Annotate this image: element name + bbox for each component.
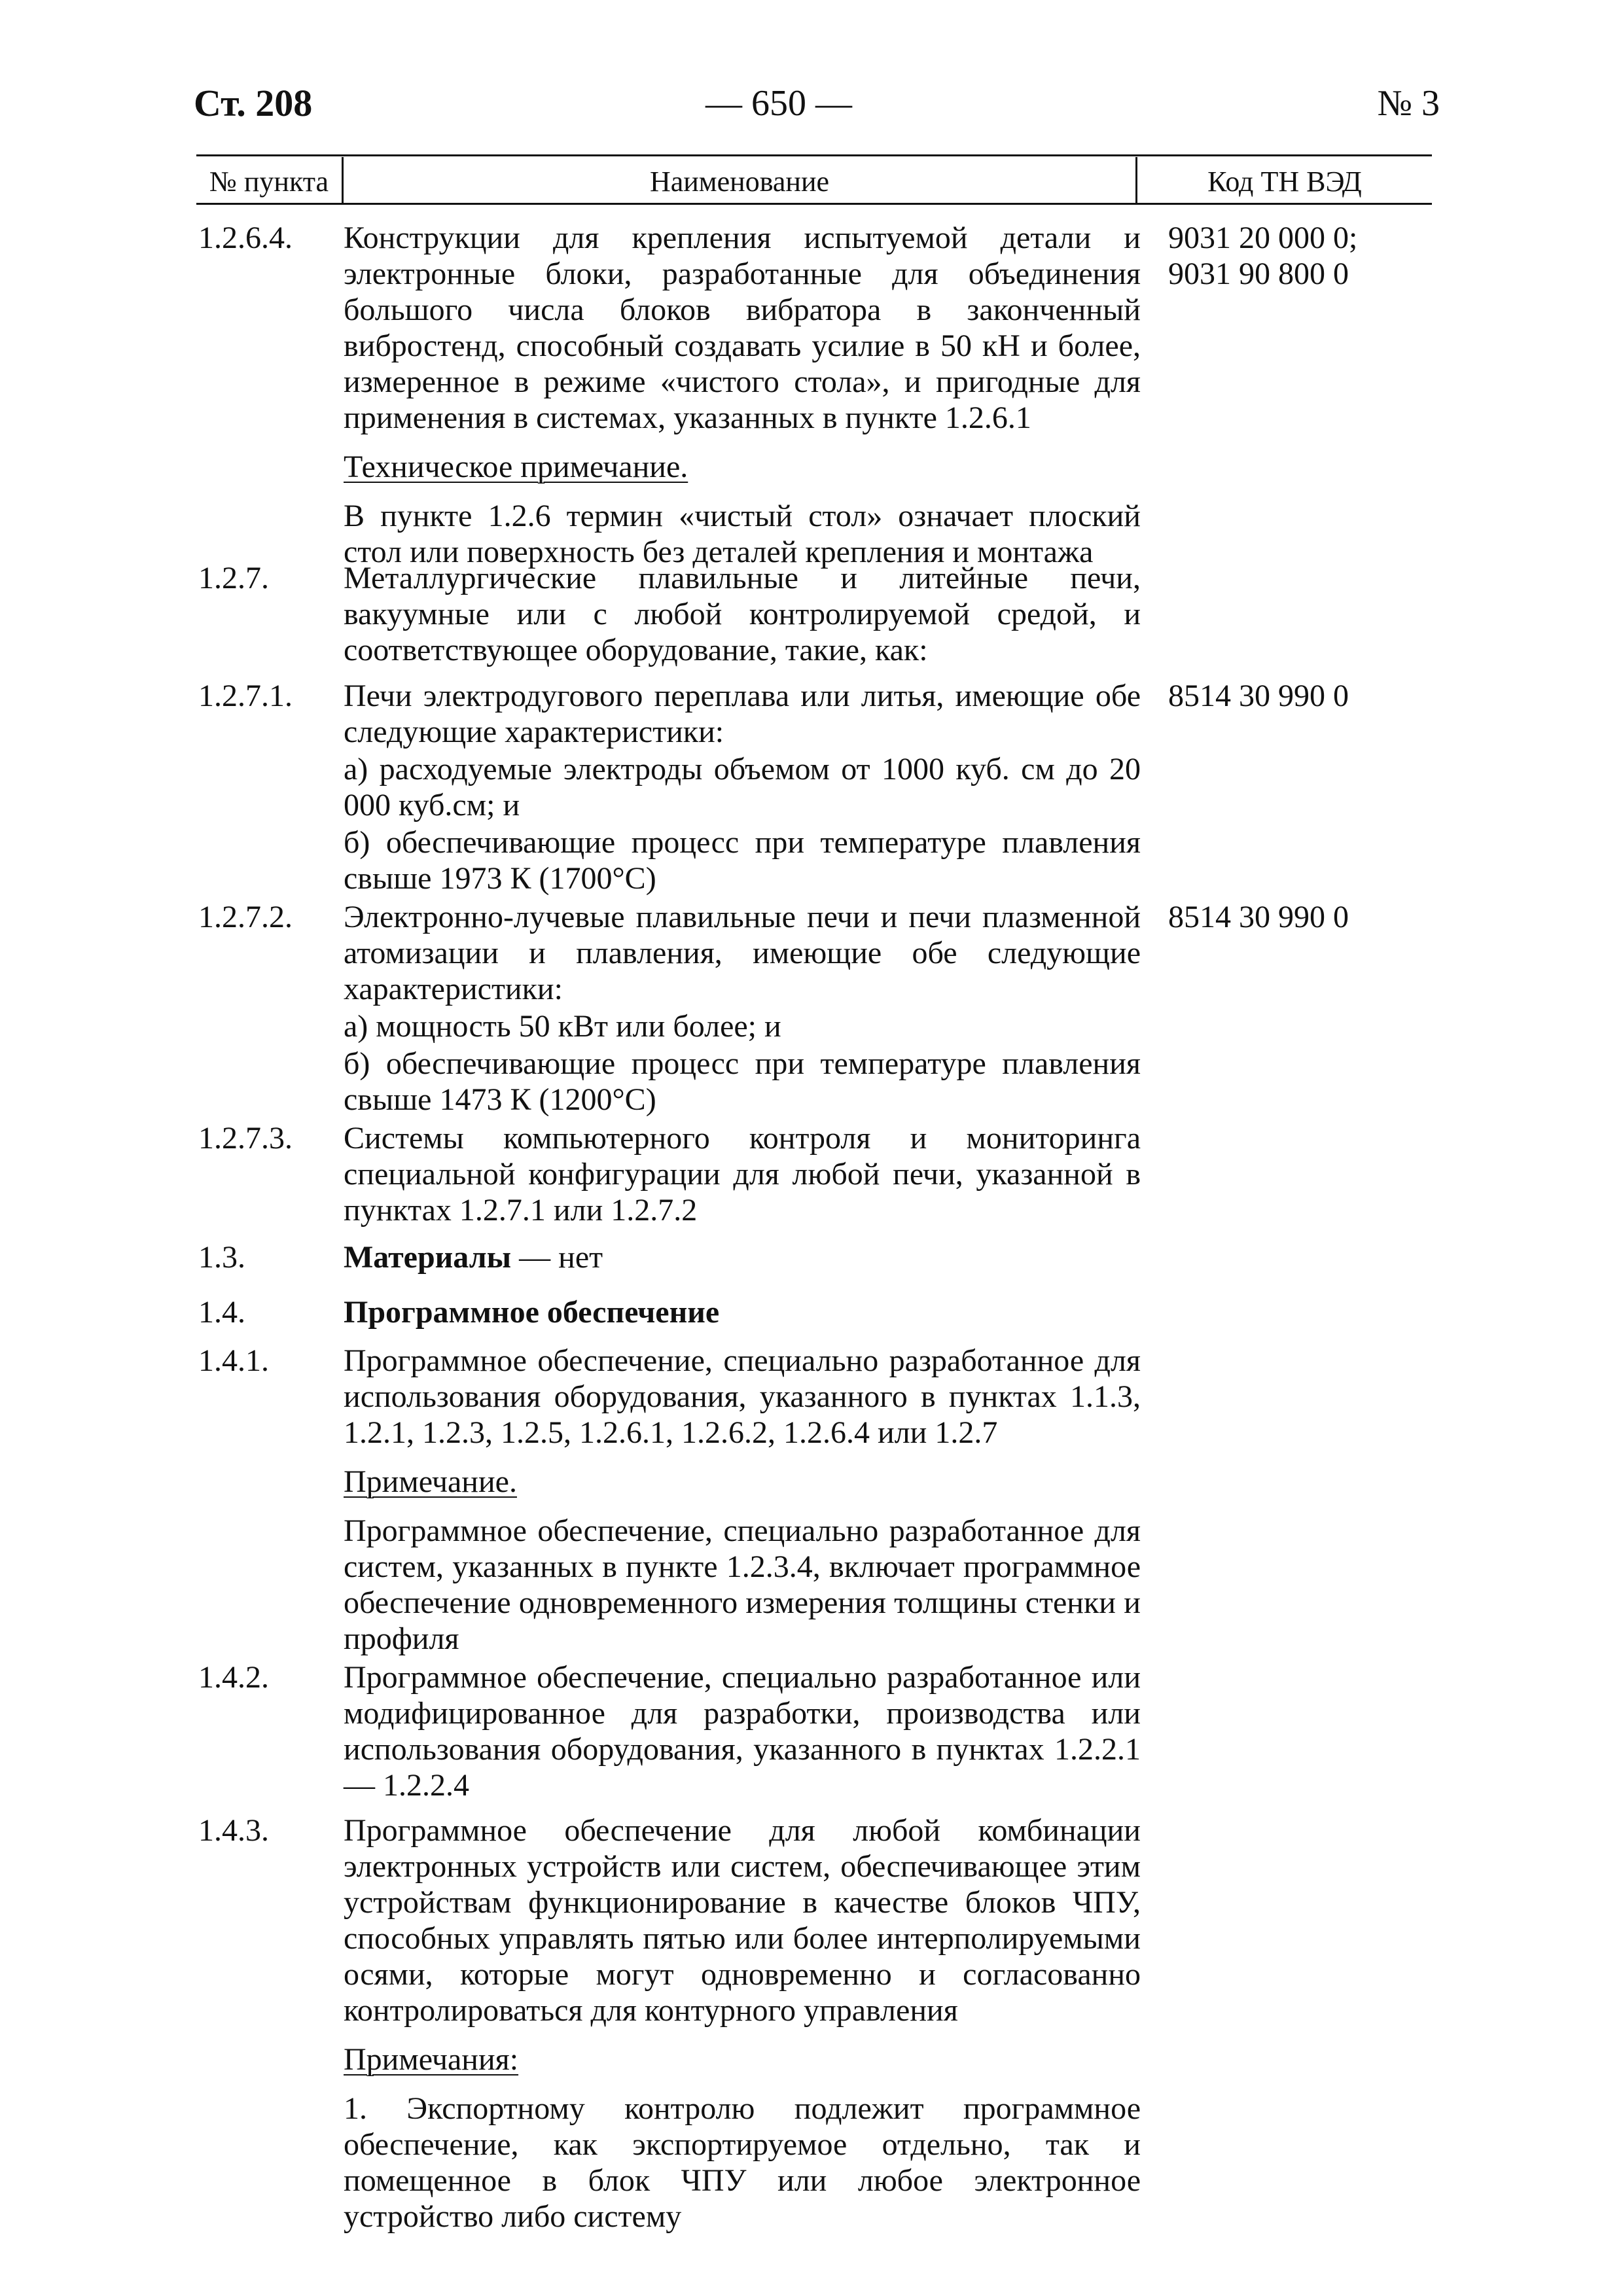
column-header-code: Код ТН ВЭД (1207, 166, 1362, 198)
item-paragraph: Программное обеспечение, специально разработанное для систем, указанных в пункте 1.2.3.4, включает программное обеспечение одновременного измерения толщины стенки и профиля (344, 1513, 1141, 1656)
item-paragraph: В пункте 1.2.6 термин «чистый стол» означает плоский стол или поверхность без деталей крепления и монтажа (344, 499, 1141, 569)
table-top-rule (196, 154, 1432, 156)
item-description (344, 1120, 1141, 1228)
item-paragraph: а) мощность 50 кВт или более; и (344, 1009, 781, 1044)
section-number: 1.4. (198, 1295, 245, 1330)
item-paragraph: 1. Экспортному контролю подлежит программное обеспечение, как экспортируемое отдельно, так и помещенное в блок ЧПУ или любое электронное устройство либо систему (344, 2091, 1141, 2234)
item-code (1168, 220, 1357, 292)
item-paragraph: Металлургические плавильные и литейные печи, вакуумные или с любой контролируемой средой, и соответствующее оборудование, такие, как: (344, 561, 1141, 667)
item-paragraph: б) обеспечивающие процесс при температуре плавления свыше 1973 К (1700°С) (344, 825, 1141, 896)
item-paragraph: б) обеспечивающие процесс при температуре плавления свыше 1473 К (1200°С) (344, 1046, 1141, 1117)
item-description (344, 1659, 1141, 1803)
item-description (344, 899, 1141, 1118)
item-code-line: 9031 90 800 0 (1168, 256, 1349, 291)
section-title (344, 1294, 1141, 1330)
page-article-label: Ст. 208 (194, 82, 313, 124)
section-title-rest: — нет (511, 1240, 603, 1275)
item-code-line: 8514 30 990 0 (1168, 900, 1349, 934)
item-number: 1.4.3. (198, 1813, 269, 1848)
issue-number: № 3 (1377, 83, 1440, 124)
item-code-line: 8514 30 990 0 (1168, 679, 1349, 713)
item-number: 1.2.7.2. (198, 900, 293, 934)
item-paragraph: а) расходуемые электроды объемом от 1000 куб. см до 20 000 куб.см; и (344, 752, 1141, 822)
column-header-name: Наименование (649, 166, 830, 198)
note-label: Примечание. (344, 1464, 517, 1499)
column-header-num: № пункта (209, 166, 329, 198)
item-description (344, 1343, 1141, 1657)
item-description (344, 1812, 1141, 2234)
item-code (1168, 678, 1349, 714)
item-number: 1.2.6.4. (198, 221, 293, 255)
item-number: 1.2.7.1. (198, 679, 293, 713)
section-title (344, 1239, 1141, 1275)
item-number: 1.2.7. (198, 561, 269, 595)
item-paragraph: Конструкции для крепления испытуемой детали и электронные блоки, разработанные для объединения большого числа блоков вибратора в законченный вибростенд, способный создавать усилие в 50 кН и более, измеренное в режиме «чистого стола», и пригодные для применения в системах, указанных в пункте 1.2.6.1 (344, 221, 1141, 435)
item-paragraph: Печи электродугового переплава или литья, имеющие обе следующие характеристики: (344, 679, 1141, 749)
item-description (344, 678, 1141, 896)
item-number: 1.4.2. (198, 1660, 269, 1695)
item-code (1168, 899, 1349, 935)
item-description (344, 560, 1141, 668)
item-paragraph: Программное обеспечение для любой комбинации электронных устройств или систем, обеспечивающее этим устройствам функционирование в качестве блоков ЧПУ, способных управлять пятью или более интерполируемыми осями, которые могут одновременно и согласованно контролироваться для контурного управления (344, 1813, 1141, 2028)
section-number: 1.3. (198, 1240, 245, 1275)
item-paragraph: Электронно-лучевые плавильные печи и печи плазменной атомизации и плавления, имеющие обе следующие характеристики: (344, 900, 1141, 1006)
item-number: 1.2.7.3. (198, 1121, 293, 1156)
item-code-line: 9031 20 000 0; (1168, 221, 1358, 255)
section-title-bold: Материалы (344, 1240, 512, 1275)
item-paragraph: Программное обеспечение, специально разработанное или модифицированное для разработки, производства или использования оборудования, указанного в пунктах 1.2.2.1 — 1.2.2.4 (344, 1660, 1141, 1803)
notes-label: Примечания: (344, 2042, 519, 2077)
item-paragraph: Программное обеспечение, специально разработанное для использования оборудования, указанного в пунктах 1.1.3, 1.2.1, 1.2.3, 1.2.5, 1.2.6.1, 1.2.6.2, 1.2.6.4 или 1.2.7 (344, 1343, 1141, 1450)
technical-note-label: Техническое примечание. (344, 450, 688, 484)
item-paragraph: Системы компьютерного контроля и мониторинга специальной конфигурации для любой печи, указанной в пунктах 1.2.7.1 или 1.2.7.2 (344, 1121, 1141, 1227)
table-header-bottom-rule (196, 203, 1432, 205)
page-number: — 650 — (705, 83, 852, 124)
item-description (344, 220, 1141, 570)
item-number: 1.4.1. (198, 1343, 269, 1378)
section-title-bold: Программное обеспечение (344, 1295, 720, 1330)
